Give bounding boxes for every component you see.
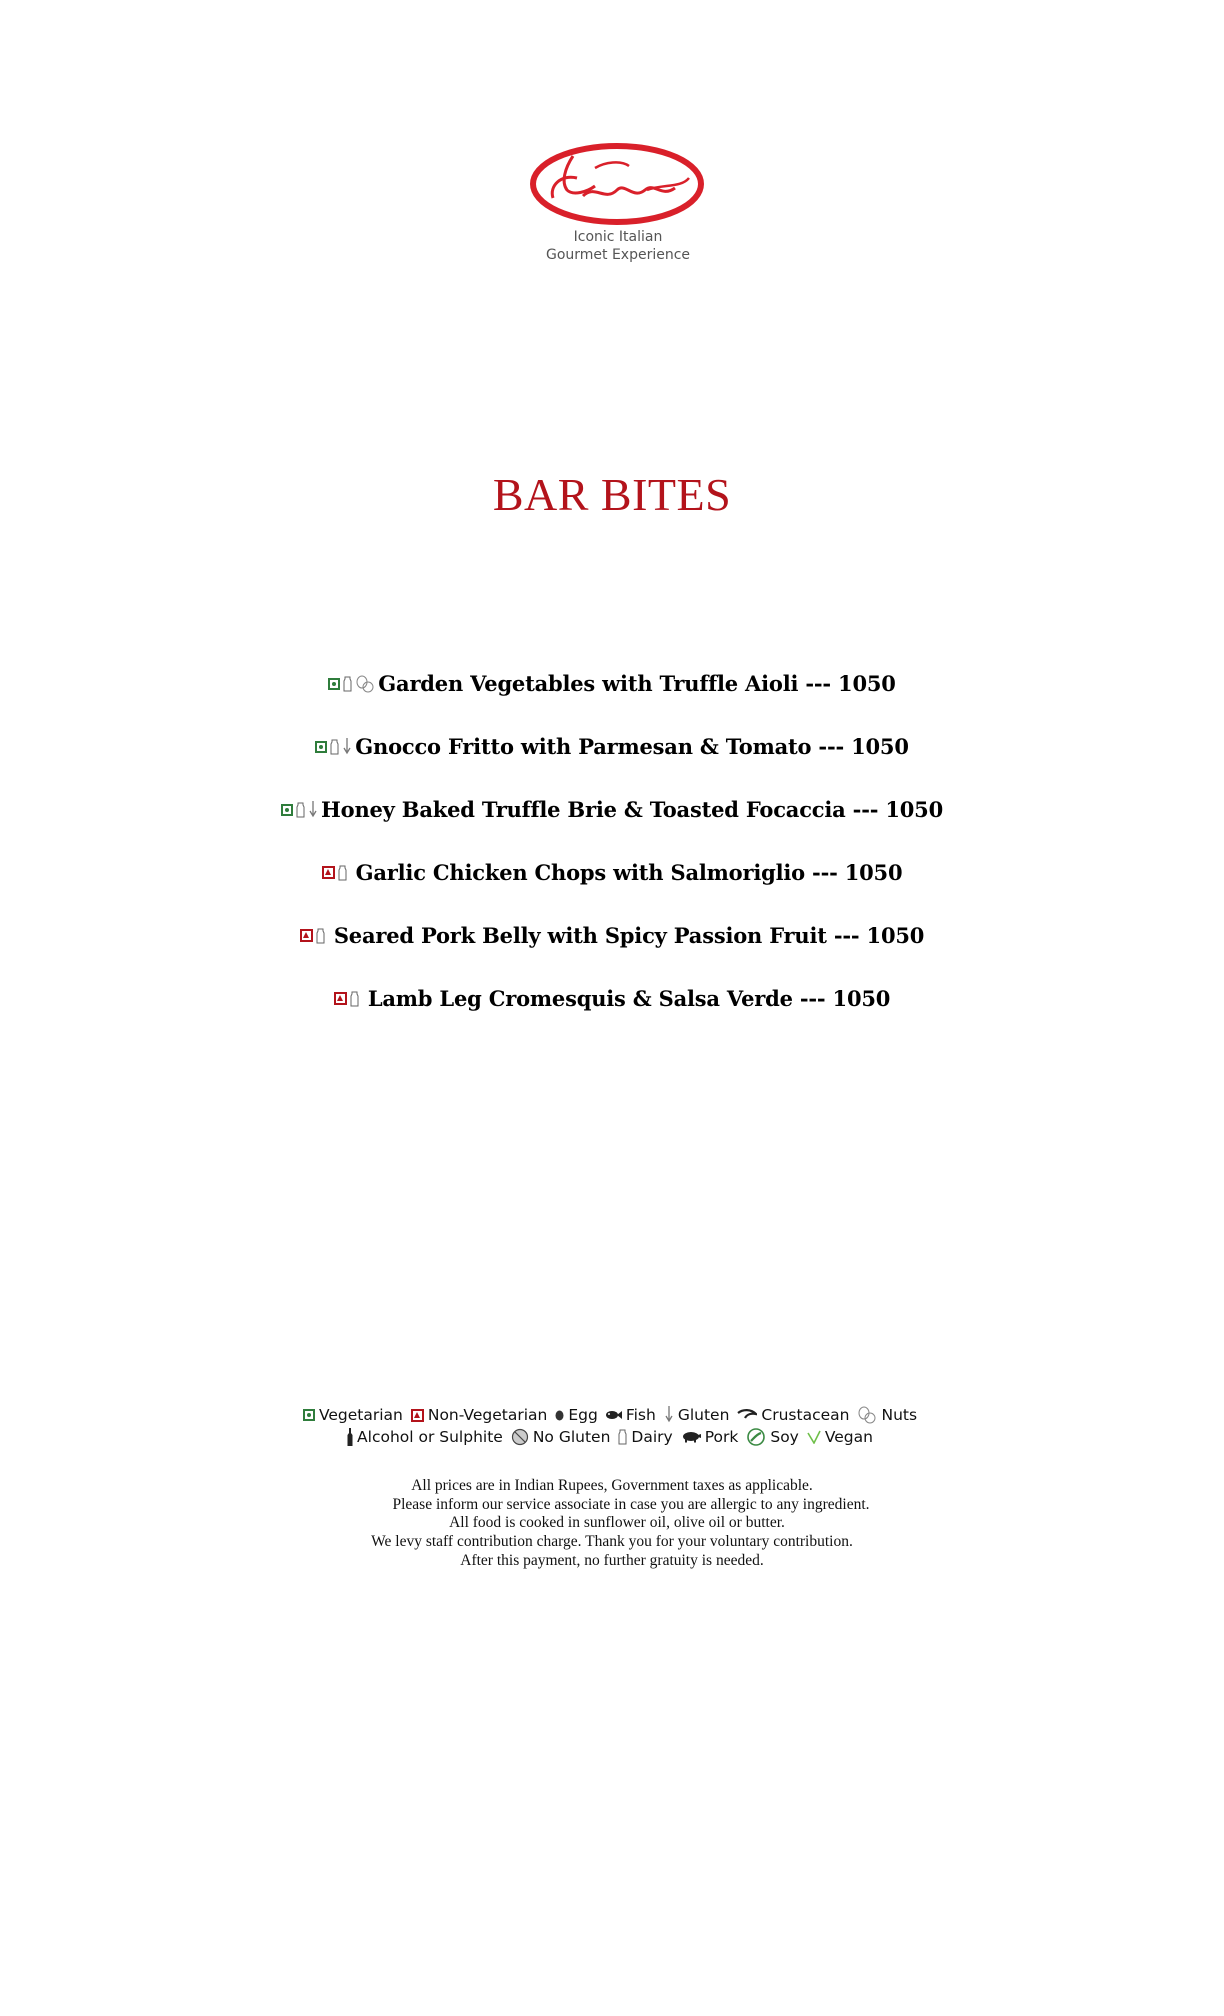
nuts-icon — [355, 674, 375, 694]
tagline — [500, 228, 736, 264]
menu-item — [0, 715, 1224, 778]
menu-list — [0, 652, 1224, 1030]
note-gratuity: After this payment, no further gratuity is needed. — [460, 1551, 764, 1569]
dairy-icon — [330, 739, 339, 755]
menu-item-name: Lamb Leg Cromesquis & Salsa Verde --- 1050 — [367, 986, 891, 1011]
legend-dairy: Dairy — [631, 1428, 673, 1446]
legend-vegetarian: Vegetarian — [318, 1406, 403, 1424]
dairy-icon — [316, 928, 325, 944]
non-veg-icon — [334, 992, 347, 1005]
legend-no-gluten: No Gluten — [532, 1428, 611, 1446]
menu-item-name: Honey Baked Truffle Brie & Toasted Focaccia --- 1050 — [321, 797, 943, 822]
menu-item — [0, 778, 1224, 841]
legend-non-vegetarian: Non-Vegetarian — [427, 1406, 548, 1424]
menu-item-name: Garden Vegetables with Truffle Aioli --- 1050 — [378, 671, 896, 696]
crustacean-icon — [737, 1409, 757, 1421]
non-veg-icon — [411, 1409, 424, 1422]
soy-icon — [746, 1428, 766, 1446]
note-oil: All food is cooked in sunflower oil, olive oil or butter. — [449, 1514, 785, 1532]
legend-gluten: Gluten — [677, 1406, 730, 1424]
non-veg-icon — [300, 929, 313, 942]
dietary-legend — [0, 1404, 1224, 1448]
pork-icon — [681, 1431, 701, 1443]
tagline-line-2: Gourmet Experience — [545, 247, 691, 263]
legend-fish: Fish — [625, 1406, 656, 1424]
legend-crustacean: Crustacean — [761, 1406, 850, 1424]
legend-soy: Soy — [770, 1428, 799, 1446]
legend-nuts: Nuts — [881, 1406, 918, 1424]
legend-pork: Pork — [704, 1428, 739, 1446]
note-prices: All prices are in Indian Rupees, Government taxes as applicable. — [411, 1477, 813, 1494]
legend-vegan: Vegan — [824, 1428, 873, 1446]
menu-item — [0, 904, 1224, 967]
non-veg-icon — [322, 866, 335, 879]
note-staff-charge: We levy staff contribution charge. Thank you for your voluntary contribution. — [371, 1533, 853, 1551]
legend-row-1 — [0, 1404, 1224, 1426]
dairy-icon — [350, 991, 359, 1007]
no-gluten-icon — [511, 1428, 529, 1446]
fish-icon — [606, 1410, 622, 1420]
veg-icon — [303, 1409, 315, 1421]
menu-item-name: Gnocco Fritto with Parmesan & Tomato --- 1050 — [355, 734, 909, 759]
dairy-icon — [343, 676, 352, 692]
legend-row-2 — [0, 1426, 1224, 1448]
menu-item — [0, 967, 1224, 1030]
egg-icon — [555, 1409, 564, 1421]
nuts-icon — [857, 1405, 877, 1425]
gluten-icon — [342, 737, 352, 757]
veg-icon — [315, 741, 327, 753]
tagline-line-1: Iconic Italian — [573, 229, 663, 245]
page-title: BAR BITES — [492, 469, 732, 520]
veg-icon — [328, 678, 340, 690]
dairy-icon — [618, 1429, 627, 1445]
alcohol-icon — [347, 1427, 353, 1447]
vegan-icon — [807, 1430, 821, 1444]
legend-egg: Egg — [568, 1406, 598, 1424]
legend-alcohol: Alcohol or Sulphite — [357, 1428, 503, 1446]
veg-icon — [281, 804, 293, 816]
notes — [0, 1477, 1224, 1571]
menu-item — [0, 841, 1224, 904]
note-allergy: Please inform our service associate in case you are allergic to any ingredient. — [392, 1495, 870, 1513]
gluten-icon — [664, 1405, 674, 1425]
gluten-icon — [308, 800, 318, 820]
dairy-icon — [338, 865, 347, 881]
menu-item — [0, 652, 1224, 715]
dairy-icon — [296, 802, 305, 818]
menu-item-name: Garlic Chicken Chops with Salmoriglio --- 1050 — [355, 860, 903, 885]
menu-item-name: Seared Pork Belly with Spicy Passion Fruit --- 1050 — [333, 923, 925, 948]
